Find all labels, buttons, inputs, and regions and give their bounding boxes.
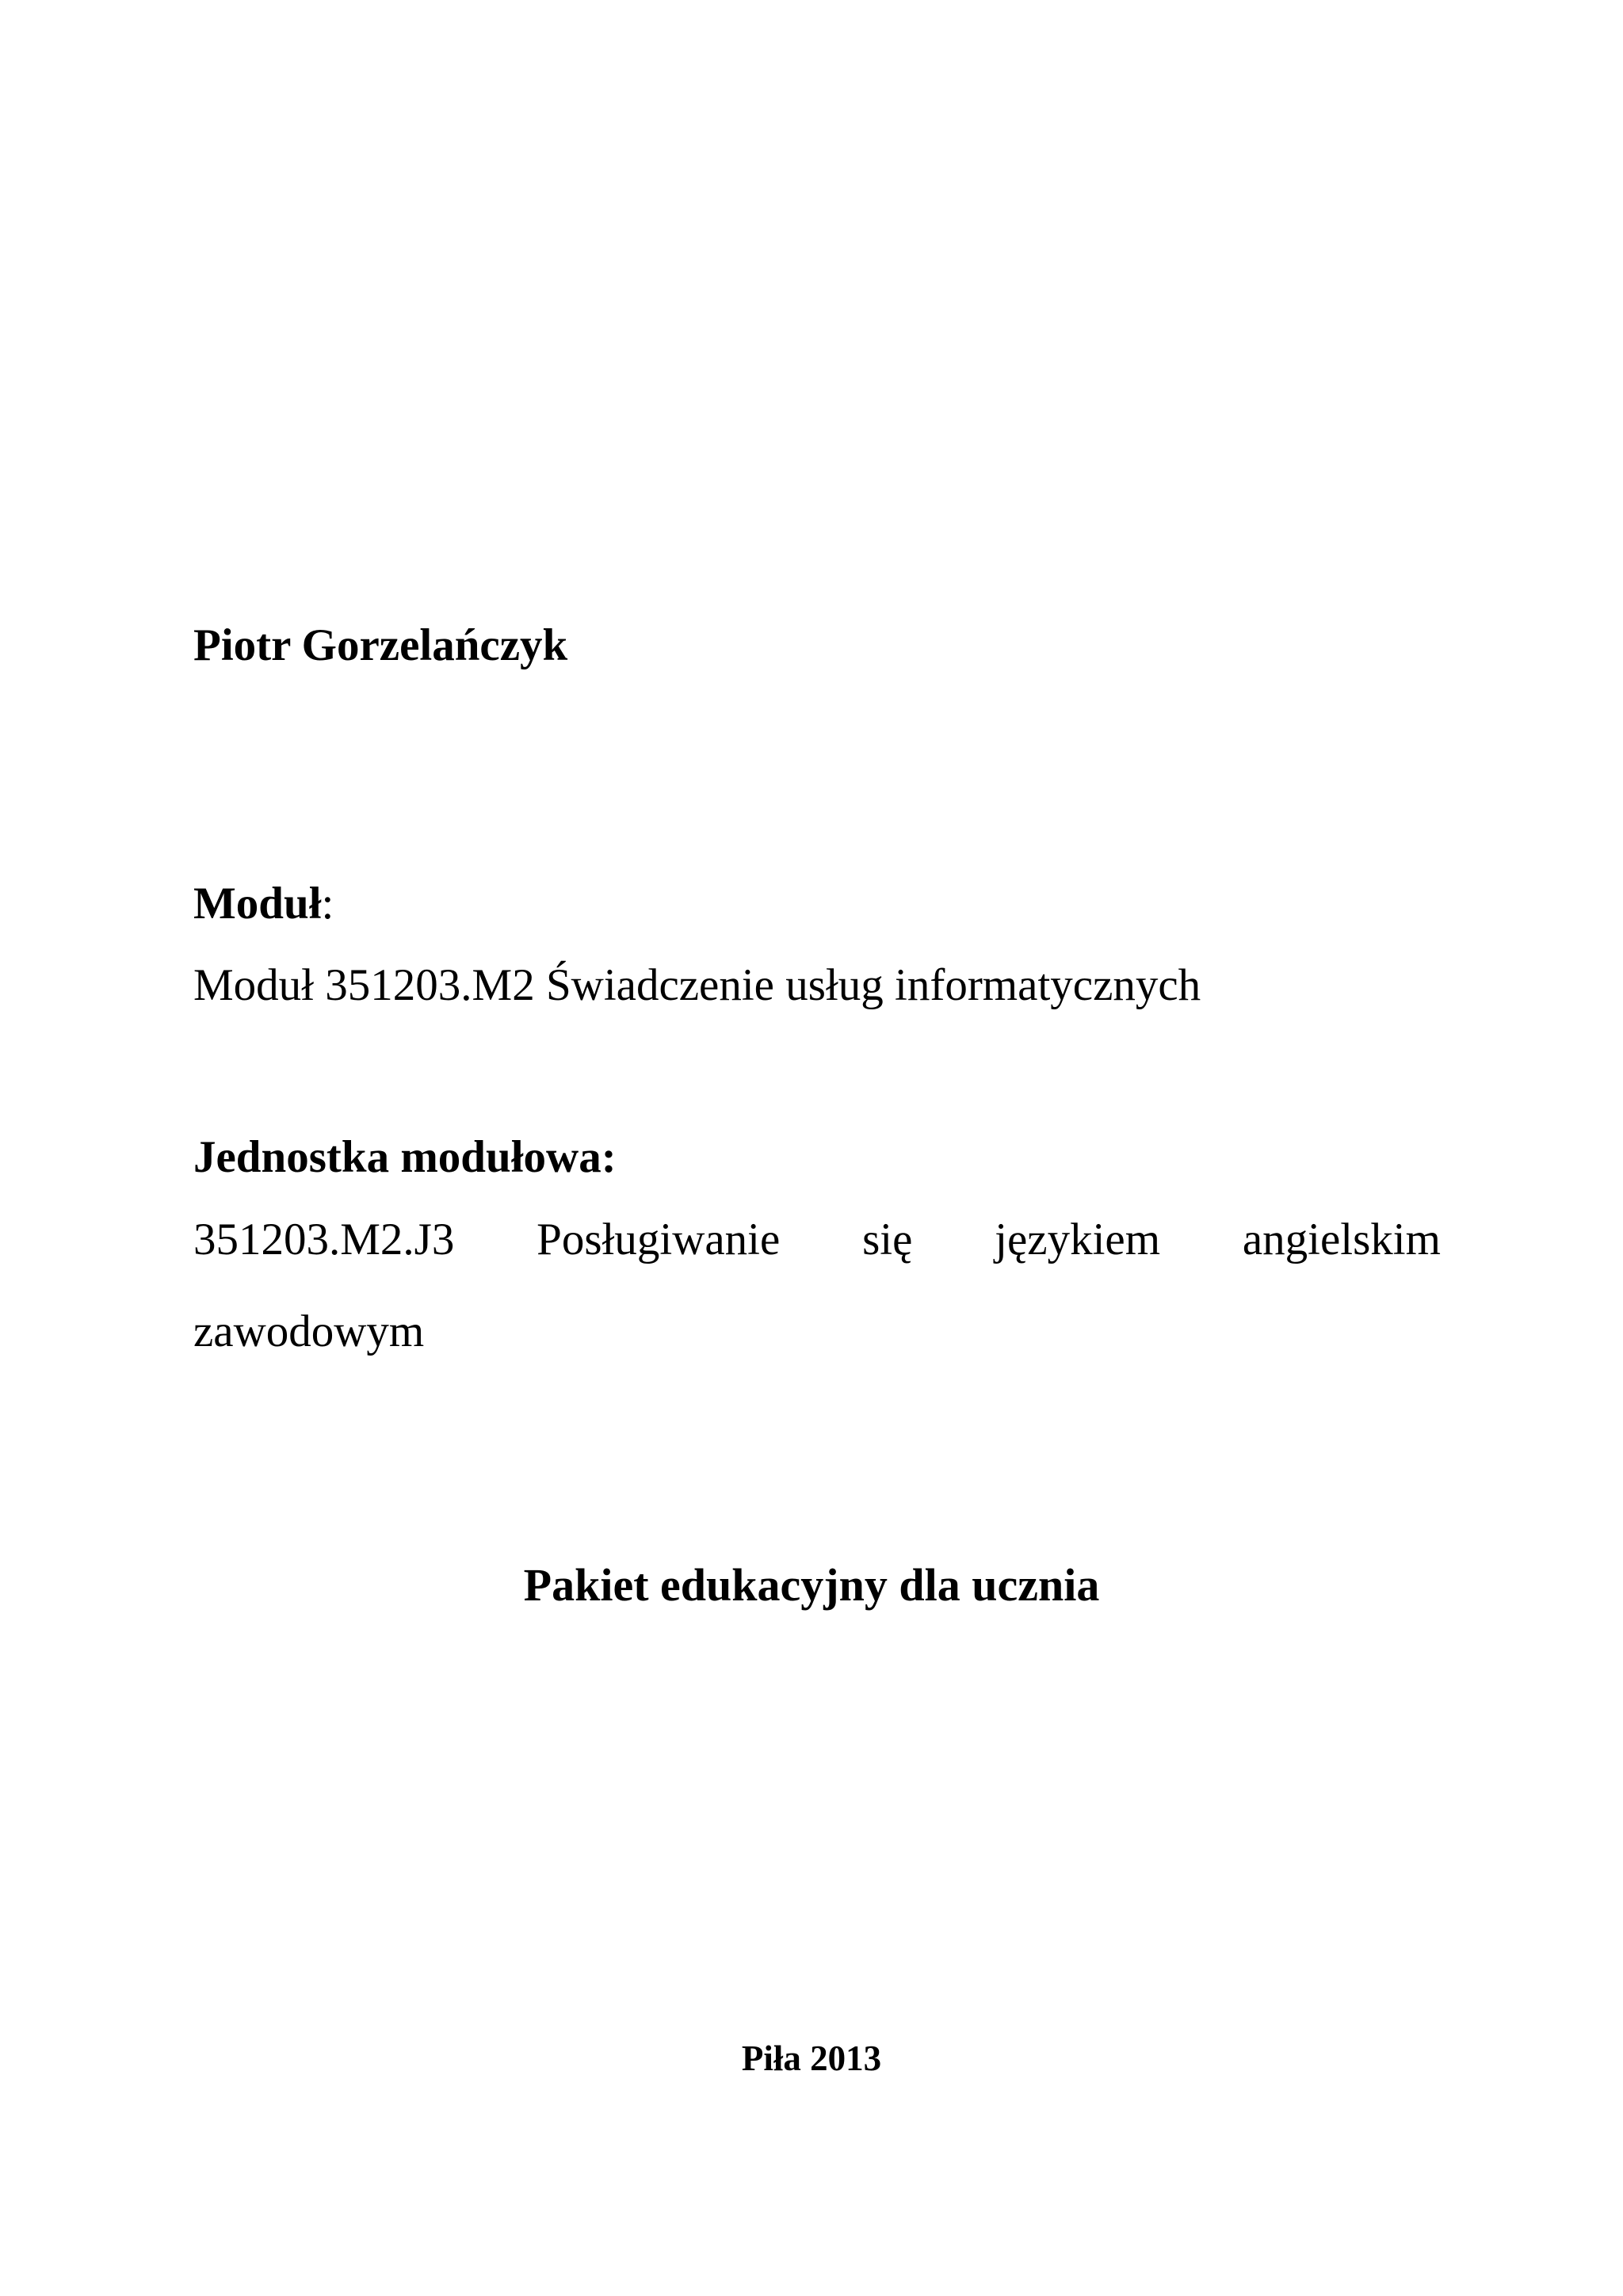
unit-value-line-1 xyxy=(193,1217,1441,1262)
unit-word: językiem xyxy=(995,1215,1161,1264)
module-value: Moduł 351203.M2 Świadczenie usług informatycznych xyxy=(193,960,1201,1010)
module-heading xyxy=(193,879,334,929)
place-and-year: Piła 2013 xyxy=(741,2039,882,2078)
author-name: Piotr Gorzelańczyk xyxy=(193,620,568,670)
unit-word: angielskim xyxy=(1242,1215,1441,1264)
module-heading-label: Moduł xyxy=(193,879,322,929)
module-heading-colon: : xyxy=(321,879,334,929)
unit-word: Posługiwanie xyxy=(537,1215,781,1264)
unit-word: się xyxy=(862,1215,913,1264)
package-title: Pakiet edukacyjny dla ucznia xyxy=(523,1559,1100,1611)
unit-word: 351203.M2.J3 xyxy=(193,1215,455,1264)
unit-heading: Jednostka modułowa: xyxy=(193,1132,617,1182)
unit-value-line-2: zawodowym xyxy=(193,1306,425,1356)
